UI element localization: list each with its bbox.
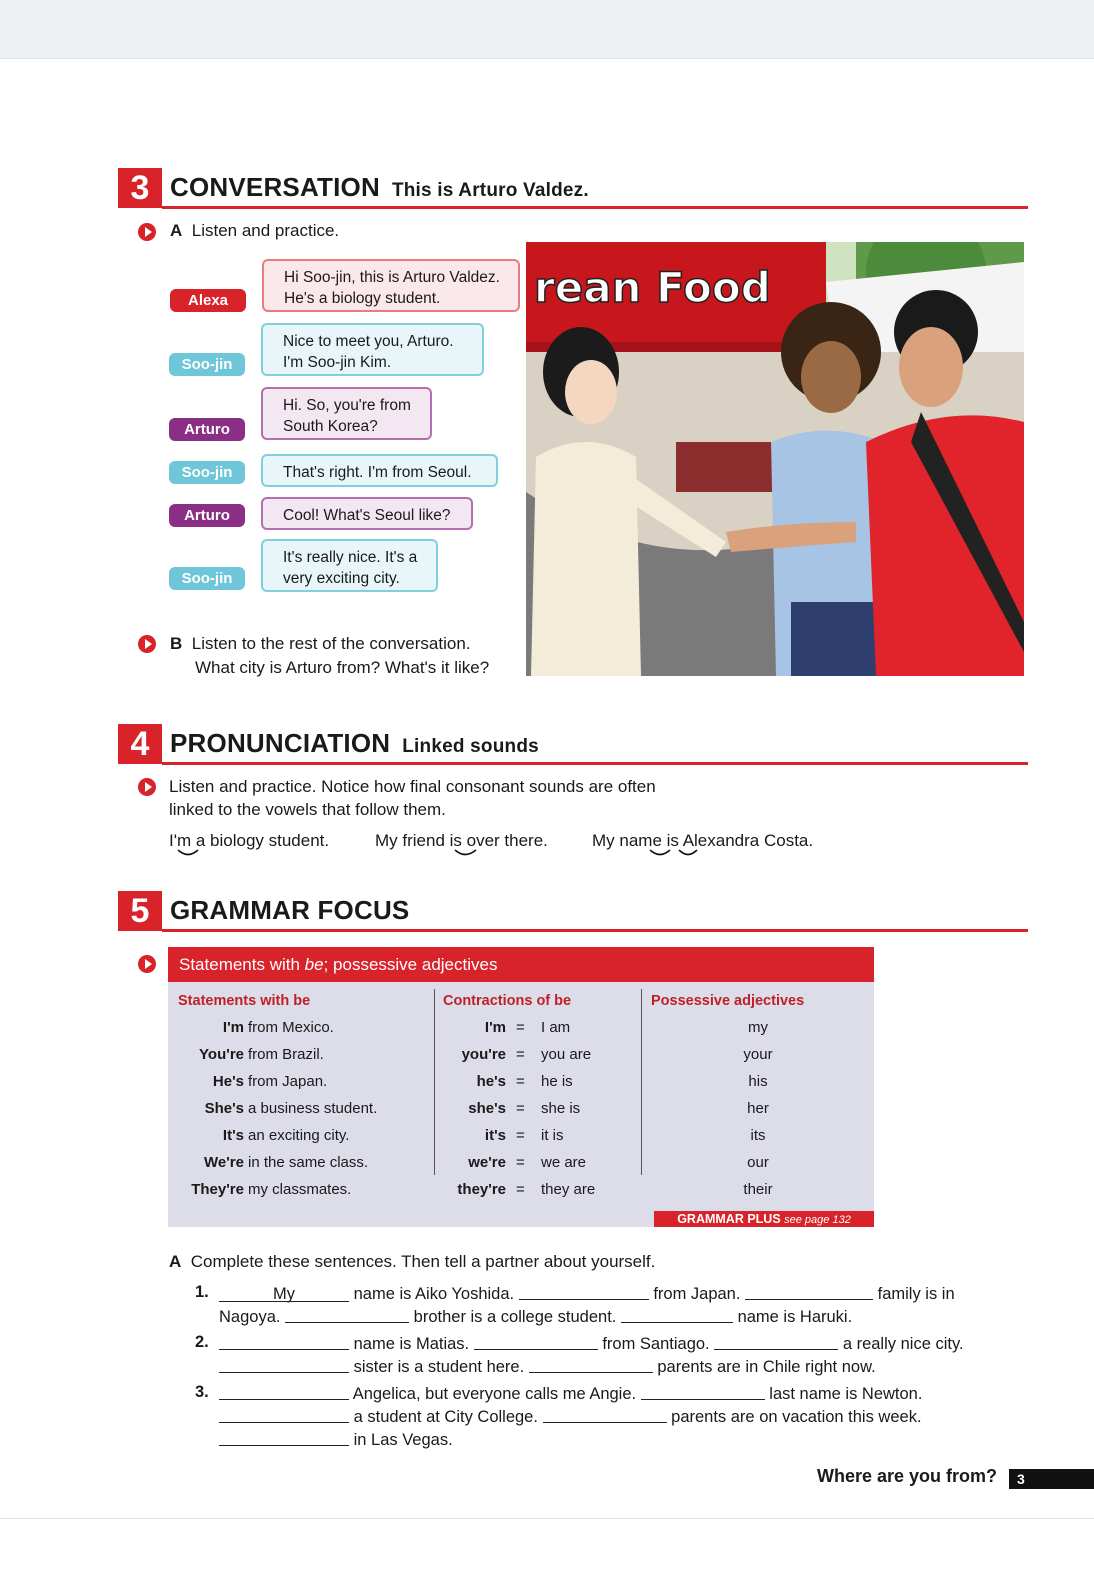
statement-rest: from Japan. [248, 1073, 328, 1090]
equals-sign: = [516, 1100, 525, 1117]
exercise-line [219, 1406, 922, 1427]
sentence-fragment: a really nice city. [842, 1335, 964, 1353]
footer-unit-title: Where are you from? [817, 1466, 998, 1486]
speech-bubble-alexa [262, 259, 520, 312]
statement-subject: She's [204, 1100, 244, 1117]
possessive-adjective: her [747, 1100, 769, 1117]
statement-rest: an exciting city. [248, 1127, 350, 1144]
bubble-line: I'm Soo-jin Kim. [283, 354, 392, 371]
pronunciation-example: My friend is over there. [375, 831, 548, 850]
equals-sign: = [516, 1046, 525, 1063]
possessive-adjective: its [750, 1127, 766, 1144]
exercise-number: 2. [195, 1333, 209, 1351]
answer-blank[interactable] [621, 1307, 733, 1323]
bubble-line: very exciting city. [283, 570, 400, 587]
sentence-fragment: in Las Vegas. [353, 1431, 453, 1449]
sentence-fragment: from Santiago. [602, 1335, 710, 1353]
column-divider [641, 989, 642, 1175]
possessive-adjective: our [747, 1154, 769, 1171]
part-letter: A [170, 221, 183, 240]
speech-bubble-soojin [261, 454, 498, 487]
possessive-adjective: their [743, 1181, 773, 1198]
sentence-fragment: name is Matias. [353, 1335, 470, 1353]
contraction: she's [468, 1100, 506, 1117]
col-header-contractions: Contractions of be [443, 993, 572, 1009]
answer-blank[interactable] [219, 1384, 349, 1400]
statement-rest: from Brazil. [248, 1046, 324, 1063]
contraction: it's [484, 1127, 506, 1144]
statement-subject: I'm [222, 1019, 244, 1036]
exercise-instruction-text: Complete these sentences. Then tell a partner about yourself. [190, 1252, 656, 1271]
contraction-full: she is [541, 1100, 581, 1117]
speaker-badge-arturo: Arturo [169, 418, 245, 441]
exercise-a-instruction [169, 1252, 655, 1272]
section-subtitle: Linked sounds [402, 736, 539, 757]
illustration-svg [526, 242, 1024, 676]
pronunciation-example: I'm a biology student. [169, 831, 330, 850]
grammar-plus-text: GRAMMAR PLUS [677, 1212, 781, 1226]
equals-sign: = [516, 1127, 525, 1144]
pronunciation-instruction-2: linked to the vowels that follow them. [169, 800, 446, 819]
answer-blank[interactable] [219, 1334, 349, 1350]
exercise-line [219, 1333, 964, 1354]
answer-blank[interactable] [219, 1407, 349, 1423]
speech-bubble-arturo [261, 387, 432, 440]
exercise-line [219, 1356, 876, 1377]
exercise-line [219, 1306, 852, 1327]
equals-sign: = [516, 1019, 525, 1036]
part-b-line2: What city is Arturo from? What's it like? [195, 658, 490, 677]
sentence-fragment: a student at City College. [353, 1408, 538, 1426]
answer-blank[interactable] [529, 1357, 653, 1373]
sentence-fragment: last name is Newton. [769, 1385, 923, 1403]
section-title [170, 728, 539, 759]
contraction-full: he is [541, 1073, 573, 1090]
sentence-fragment: name is Haruki. [737, 1308, 853, 1326]
grammar-table [168, 947, 874, 1227]
grammar-plus-link[interactable] [654, 1211, 874, 1227]
section-subtitle: This is Arturo Valdez. [391, 180, 589, 201]
bottom-rule [0, 1518, 1094, 1519]
exercise-line [219, 1429, 453, 1450]
grammar-table-title [168, 947, 874, 982]
audio-play-icon[interactable] [138, 778, 156, 796]
title-part: ; possessive adjectives [323, 955, 498, 974]
part-a-label [170, 221, 339, 241]
audio-play-icon[interactable] [138, 223, 156, 241]
bubble-line: Nice to meet you, Arturo. [283, 333, 454, 350]
answer-blank[interactable] [745, 1284, 873, 1300]
statement-subject: You're [199, 1046, 244, 1063]
bubble-line: It's really nice. It's a [283, 549, 418, 566]
audio-play-icon[interactable] [138, 955, 156, 973]
statement-subject: It's [222, 1127, 244, 1144]
market-illustration [526, 242, 1024, 676]
section-number: 3 [118, 168, 162, 208]
page-number: 3 [1009, 1469, 1094, 1489]
answer-blank[interactable] [219, 1286, 349, 1302]
bubble-line: Cool! What's Seoul like? [283, 507, 451, 524]
part-letter: A [169, 1252, 182, 1271]
section-3-header [118, 168, 1028, 208]
sentence-fragment: parents are on vacation this week. [671, 1408, 922, 1426]
contraction: they're [457, 1181, 506, 1198]
answer-blank[interactable] [474, 1334, 598, 1350]
bubble-line: Hi Soo-jin, this is Arturo Valdez. [284, 269, 500, 286]
pronunciation-instruction-1: Listen and practice. Notice how final consonant sounds are often [169, 777, 656, 796]
speaker-badge-soojin: Soo-jin [169, 567, 245, 590]
pronunciation-example: My name is Alexandra Costa. [592, 831, 814, 850]
statement-subject: They're [191, 1181, 244, 1198]
answer-blank[interactable] [519, 1284, 649, 1300]
equals-sign: = [516, 1181, 525, 1198]
statement-subject: He's [212, 1073, 244, 1090]
contraction-full: they are [541, 1181, 596, 1198]
contraction: you're [461, 1046, 506, 1063]
section-number: 4 [118, 724, 162, 764]
bubble-line: Hi. So, you're from [283, 397, 411, 414]
answer-blank[interactable] [219, 1430, 349, 1446]
speaker-badge-alexa: Alexa [170, 289, 246, 312]
exercise-line [219, 1283, 955, 1304]
section-number: 5 [118, 891, 162, 931]
equals-sign: = [516, 1154, 525, 1171]
section-4-header [118, 724, 1028, 764]
col-header-possessive: Possessive adjectives [651, 993, 805, 1009]
col-header-statements: Statements with be [178, 993, 311, 1009]
sentence-fragment: name is Aiko Yoshida. [353, 1285, 515, 1303]
section-rule [162, 929, 1028, 932]
exercise-line [219, 1383, 922, 1404]
answer-blank[interactable] [714, 1334, 838, 1350]
section-title: GRAMMAR FOCUS [170, 895, 410, 925]
section-title-text: PRONUNCIATION [170, 728, 391, 758]
statement-rest: a business student. [248, 1100, 378, 1117]
part-b-label [170, 634, 471, 654]
sentence-fragment: sister is a student here. [353, 1358, 525, 1376]
statement-subject: We're [204, 1154, 244, 1171]
section-5-header [118, 891, 1028, 931]
contraction-full: I am [541, 1019, 571, 1036]
grammar-plus-page: see page 132 [784, 1214, 851, 1226]
speaker-badge-soojin: Soo-jin [169, 461, 245, 484]
possessive-adjective: his [748, 1073, 768, 1090]
statement-rest: my classmates. [248, 1181, 352, 1198]
sentence-fragment: Nagoya. [219, 1308, 281, 1326]
answer-blank[interactable] [641, 1384, 765, 1400]
contraction: he's [476, 1073, 506, 1090]
sentence-fragment: Angelica, but everyone calls me Angie. [352, 1385, 637, 1403]
audio-play-icon[interactable] [138, 635, 156, 653]
title-part: Statements with [179, 955, 305, 974]
contraction: I'm [484, 1019, 506, 1036]
bubble-line: South Korea? [283, 418, 378, 435]
exercise-number: 3. [195, 1383, 209, 1401]
speech-bubble-soojin [261, 323, 484, 376]
statement-rest: from Mexico. [248, 1019, 334, 1036]
contraction: we're [468, 1154, 506, 1171]
answer-blank[interactable] [219, 1357, 349, 1373]
stall-sign-text: rean Food [534, 263, 771, 312]
column-divider [434, 989, 435, 1175]
exercise-number: 1. [195, 1283, 209, 1301]
bubble-line: He's a biology student. [284, 290, 441, 307]
answer-blank[interactable] [543, 1407, 667, 1423]
part-letter: B [170, 634, 183, 653]
sentence-fragment: family is in [877, 1285, 955, 1303]
top-band [0, 0, 1094, 59]
section-title-text: CONVERSATION [170, 172, 380, 202]
speech-bubble-soojin [261, 539, 438, 592]
contraction-full: you are [541, 1046, 592, 1063]
part-b-line1: Listen to the rest of the conversation. [191, 634, 471, 653]
speaker-badge-soojin: Soo-jin [169, 353, 245, 376]
part-a-text: Listen and practice. [191, 221, 340, 240]
section-rule [162, 206, 1028, 209]
possessive-adjective: your [743, 1046, 773, 1063]
sentence-fragment: brother is a college student. [413, 1308, 617, 1326]
possessive-adjective: my [748, 1019, 768, 1036]
speech-bubble-arturo [261, 497, 473, 530]
contraction-full: it is [541, 1127, 564, 1144]
bubble-line: That's right. I'm from Seoul. [283, 464, 472, 481]
sample-answer: My [273, 1285, 295, 1303]
speaker-badge-arturo: Arturo [169, 504, 245, 527]
section-rule [162, 762, 1028, 765]
sentence-fragment: parents are in Chile right now. [657, 1358, 876, 1376]
contraction-full: we are [541, 1154, 587, 1171]
linking-marks [0, 846, 1094, 860]
equals-sign: = [516, 1073, 525, 1090]
sentence-fragment: from Japan. [653, 1285, 741, 1303]
statement-rest: in the same class. [248, 1154, 369, 1171]
answer-blank[interactable] [285, 1307, 409, 1323]
section-title [170, 172, 589, 203]
title-part: be [304, 955, 324, 974]
